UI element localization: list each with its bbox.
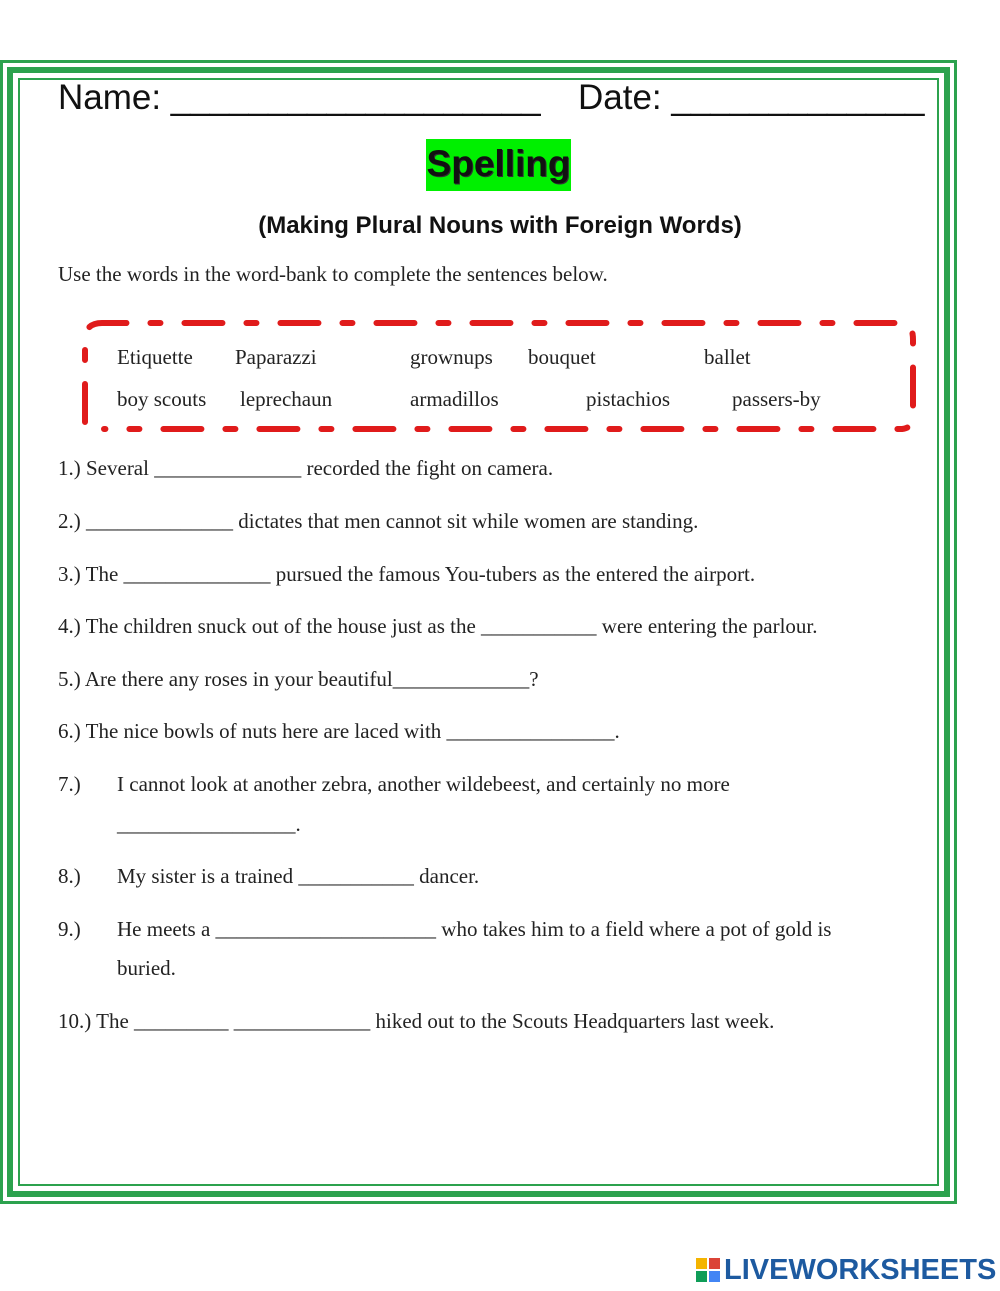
question-5: 5.) Are there any roses in your beautiful_____________?: [58, 667, 539, 691]
instructions-text: Use the words in the word-bank to complete the sentences below.: [58, 262, 608, 286]
question-8-text: My sister is a trained ___________ dancer.: [117, 864, 480, 888]
question-6: 6.) The nice bowls of nuts here are laced with ________________.: [58, 719, 620, 743]
question-4: 4.) The children snuck out of the house just as the ___________ were entering the parlour.: [58, 614, 818, 638]
word-bank-item: armadillos: [410, 387, 499, 411]
name-field: Name: ___________________: [58, 78, 541, 117]
word-bank-item: ballet: [704, 345, 751, 369]
word-bank-item: grownups: [410, 345, 493, 369]
word-bank-item: bouquet: [528, 345, 596, 369]
question-1: 1.) Several ______________ recorded the fight on camera.: [58, 456, 554, 480]
question-7-text: I cannot look at another zebra, another wildebeest, and certainly no more: [117, 772, 730, 796]
word-bank-item: boy scouts: [117, 387, 207, 411]
word-bank-border: [82, 320, 916, 432]
question-7-blank: _________________.: [117, 812, 301, 836]
question-3: 3.) The ______________ pursued the famous You-tubers as the entered the airport.: [58, 562, 756, 586]
logo-text: LIVEWORKSHEETS: [724, 1253, 997, 1286]
date-field: Date: _____________: [578, 78, 925, 117]
question-10: 10.) The _________ _____________ hiked out to the Scouts Headquarters last week.: [58, 1009, 775, 1033]
question-9-number: 9.): [58, 917, 81, 941]
liveworksheets-logo: [696, 1254, 996, 1286]
word-bank-item: pistachios: [586, 387, 670, 411]
question-7-number: 7.): [58, 772, 81, 796]
logo-block: [696, 1258, 707, 1269]
word-bank-item: passers-by: [732, 387, 821, 411]
logo-block: [709, 1271, 720, 1282]
word-bank-item: Paparazzi: [235, 345, 317, 369]
question-9-text: He meets a _____________________ who takes him to a field where a pot of gold is: [117, 917, 832, 941]
logo-block: [696, 1271, 707, 1282]
logo-block: [709, 1258, 720, 1269]
question-9-continued: buried.: [117, 956, 176, 980]
question-8-number: 8.): [58, 864, 81, 888]
question-2: 2.) ______________ dictates that men cannot sit while women are standing.: [58, 509, 699, 533]
logo-blocks-icon: [696, 1258, 720, 1282]
worksheet-subtitle: (Making Plural Nouns with Foreign Words): [258, 212, 742, 239]
word-bank-item: leprechaun: [240, 387, 333, 411]
worksheet-title: Spelling: [426, 139, 571, 191]
word-bank-item: Etiquette: [117, 345, 193, 369]
